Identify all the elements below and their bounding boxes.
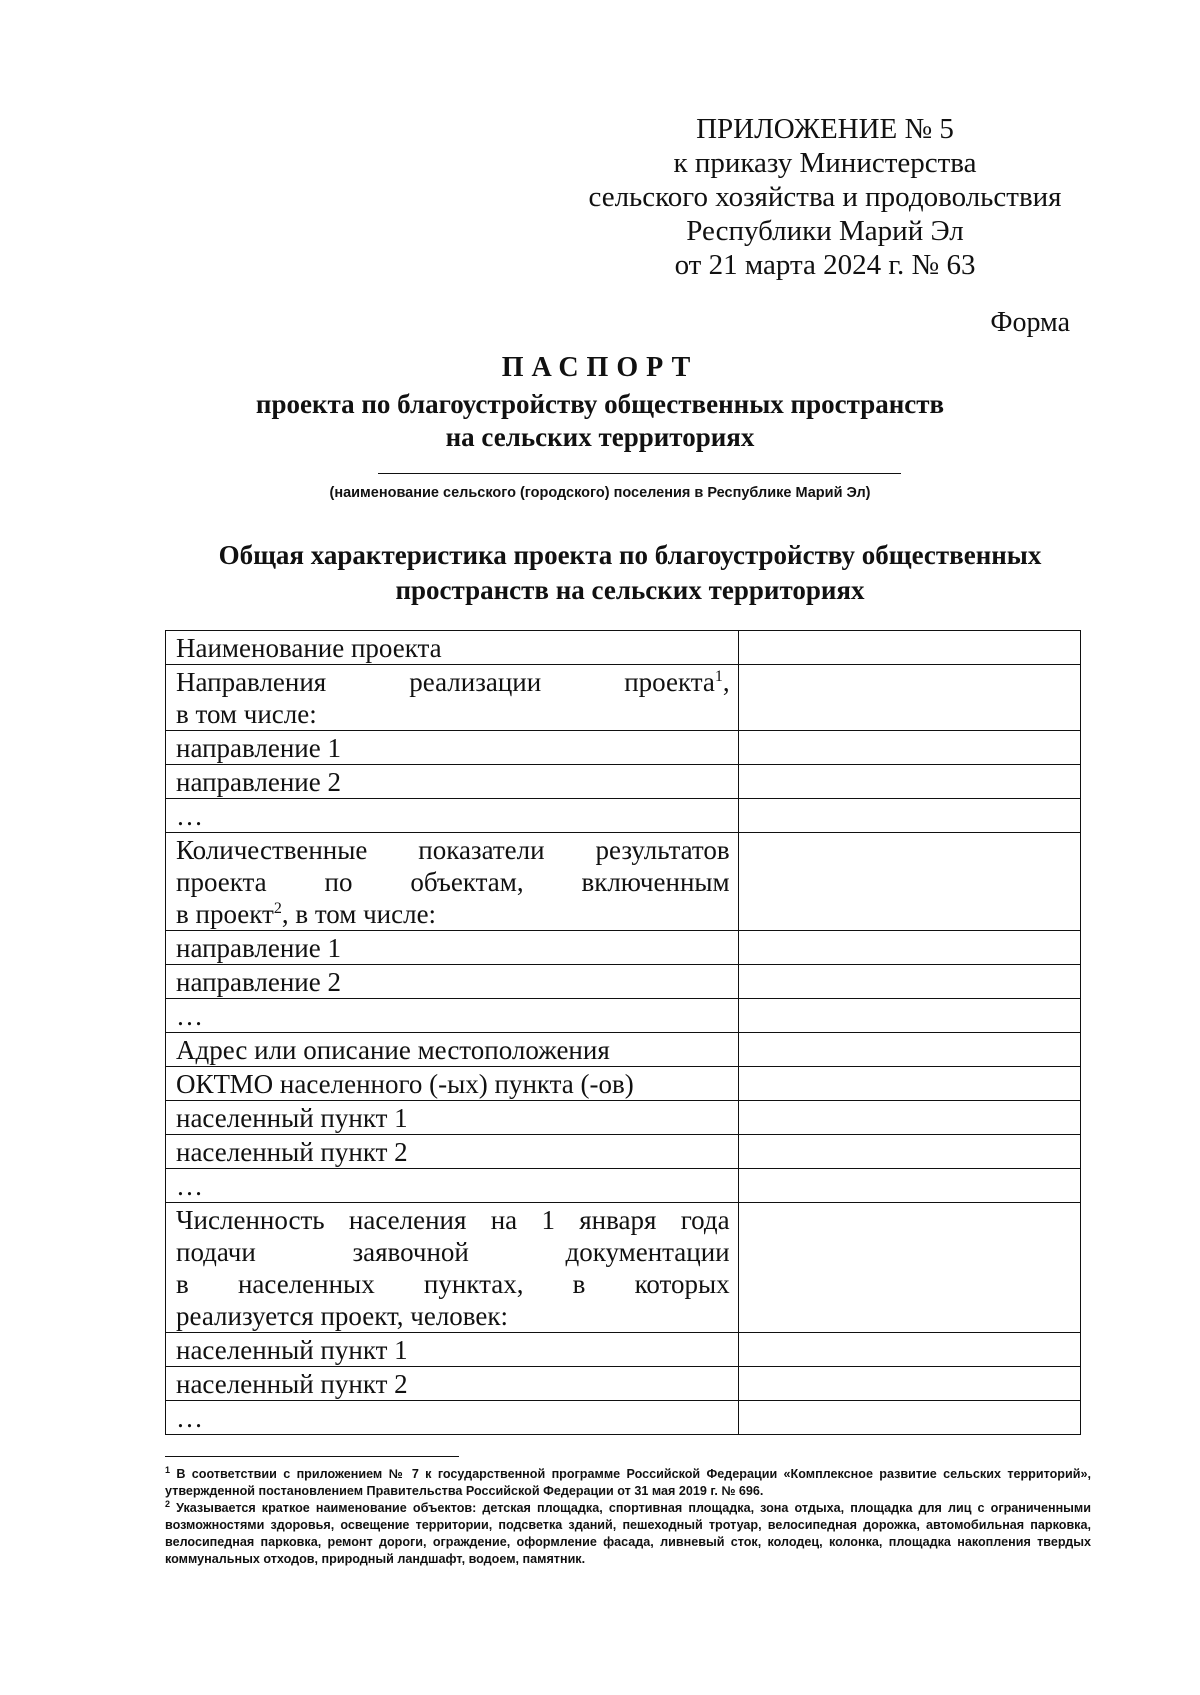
- subtitle-line-1: проекта по благоустройству общественных пространств: [255, 389, 945, 419]
- value-cell[interactable]: [738, 999, 1080, 1033]
- appendix-header: [560, 112, 1090, 282]
- footnote-1: $^1$ В соответствии с приложением № 7 к государственной программе Российской Федерации «Комплексное развитие сельских территорий», утвержденной постановлением Правительства Российской Федерации от 31 мая 2019 г. № 696.: [165, 1464, 1091, 1498]
- footnote-separator: [165, 1456, 459, 1457]
- value-cell[interactable]: [738, 1333, 1080, 1367]
- value-cell[interactable]: [738, 765, 1080, 799]
- footnote-2: $^2$ Указывается краткое наименование объектов: детская площадка, спортивная площадка, зона отдыха, площадка для лиц с ограниченными возможностями здоровья, освещение территории, подсветка зданий, пешеходный тротуар, велосипедная дорожка, автомобильная парковка, велосипедная парковка, ремонт дороги, ограждение, оформление фасада, ливневый сток, колодец, колонка, площадка накопления твердых коммунальных отходов, природный ландшафт, водоем, памятник.: [165, 1498, 1091, 1566]
- table-row: [166, 833, 1081, 931]
- order-reference: к приказу Министерства: [673, 147, 977, 179]
- row-label: Направления реализации проекта$^1$, в том числе:: [166, 665, 739, 731]
- section-heading-line-2: пространств на сельских территориях: [395, 575, 865, 605]
- form-label: Форма: [990, 307, 1070, 338]
- value-cell[interactable]: [738, 1169, 1080, 1203]
- ministry-name: сельского хозяйства и продовольствия: [588, 181, 1062, 213]
- table-row: [166, 1135, 1081, 1169]
- row-label: направление 1: [166, 731, 739, 765]
- value-cell[interactable]: [738, 799, 1080, 833]
- row-label: …: [166, 1401, 739, 1435]
- value-cell[interactable]: [738, 1203, 1080, 1333]
- table-row: [166, 665, 1081, 731]
- table-row: [166, 1203, 1081, 1333]
- order-date: от 21 марта 2024 г. № 63: [674, 249, 976, 281]
- row-label: Наименование проекта: [166, 631, 739, 665]
- value-cell[interactable]: [738, 1067, 1080, 1101]
- row-label: Адрес или описание местоположения: [166, 1033, 739, 1067]
- row-label: населенный пункт 2: [166, 1367, 739, 1401]
- table-row: [166, 1101, 1081, 1135]
- value-cell[interactable]: [738, 1033, 1080, 1067]
- row-label: …: [166, 799, 739, 833]
- table-row: [166, 1169, 1081, 1203]
- row-label: ОКТМО населенного (-ых) пункта (-ов): [166, 1067, 739, 1101]
- settlement-blank-caption: (наименование сельского (городского) поселения в Республике Марий Эл): [329, 485, 871, 501]
- row-label: …: [166, 1169, 739, 1203]
- value-cell[interactable]: [738, 631, 1080, 665]
- subtitle-line-2: на сельских территориях: [445, 422, 755, 452]
- value-cell[interactable]: [738, 1135, 1080, 1169]
- value-cell[interactable]: [738, 1367, 1080, 1401]
- table-row: [166, 631, 1081, 665]
- project-characteristics-table: [165, 630, 1081, 1435]
- table-row: [166, 765, 1081, 799]
- row-label: направление 1: [166, 931, 739, 965]
- section-heading-line-1: Общая характеристика проекта по благоустройству общественных: [218, 540, 1042, 570]
- settlement-blank-line: [378, 473, 901, 474]
- row-label: направление 2: [166, 965, 739, 999]
- table-row: [166, 1033, 1081, 1067]
- value-cell[interactable]: [738, 833, 1080, 931]
- table-row: [166, 1333, 1081, 1367]
- row-label: населенный пункт 1: [166, 1333, 739, 1367]
- footnote-ref-2[interactable]: 2: [273, 900, 282, 917]
- value-cell[interactable]: [738, 665, 1080, 731]
- table-row: [166, 931, 1081, 965]
- row-label: Количественные показатели результатов проекта по объектам, включенным в проект$^2$, в том числе:: [166, 833, 739, 931]
- document-title: ПАСПОРТ: [501, 352, 699, 383]
- document-subtitle: [0, 388, 1200, 454]
- value-cell[interactable]: [738, 731, 1080, 765]
- row-label: населенный пункт 1: [166, 1101, 739, 1135]
- table-row: [166, 799, 1081, 833]
- section-heading: [150, 538, 1110, 608]
- table-row: [166, 731, 1081, 765]
- footnotes: [165, 1466, 1091, 1568]
- value-cell[interactable]: [738, 931, 1080, 965]
- value-cell[interactable]: [738, 1101, 1080, 1135]
- value-cell[interactable]: [738, 1401, 1080, 1435]
- row-label: направление 2: [166, 765, 739, 799]
- table-row: [166, 965, 1081, 999]
- table-row: [166, 999, 1081, 1033]
- value-cell[interactable]: [738, 965, 1080, 999]
- row-label: Численность населения на 1 января года подачи заявочной документации в населенных пунктах, в которых реализуется проект, человек:: [166, 1203, 739, 1333]
- row-label: населенный пункт 2: [166, 1135, 739, 1169]
- appendix-number: ПРИЛОЖЕНИЕ № 5: [696, 113, 954, 145]
- table-row: [166, 1401, 1081, 1435]
- table-row: [166, 1067, 1081, 1101]
- row-label: …: [166, 999, 739, 1033]
- footnote-ref-1[interactable]: 1: [714, 668, 723, 685]
- table-row: [166, 1367, 1081, 1401]
- republic-name: Республики Марий Эл: [686, 215, 964, 247]
